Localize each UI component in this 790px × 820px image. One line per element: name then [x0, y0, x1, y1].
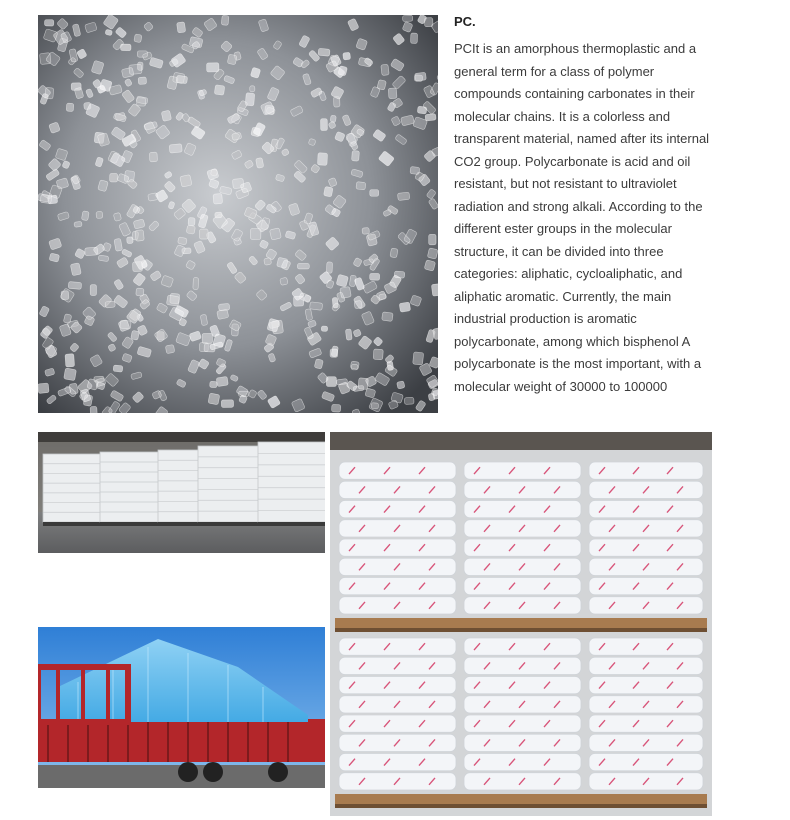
- pellet-shape: [90, 406, 97, 413]
- pellet-shape: [370, 190, 379, 197]
- bag-stack: [460, 462, 585, 632]
- pellet-shape: [340, 286, 352, 298]
- pellet-shape: [218, 303, 229, 310]
- pellet-shape: [96, 211, 103, 218]
- warehouse-image: [38, 432, 325, 553]
- pellet-shape: [431, 284, 438, 297]
- pellet-shape: [394, 271, 405, 278]
- pellet-shape: [318, 48, 330, 56]
- pellet-shape: [129, 64, 142, 74]
- pellet-shape: [280, 277, 288, 285]
- pellet-shape: [276, 257, 288, 268]
- pellet-shape: [215, 212, 222, 218]
- pellet-shape: [202, 333, 212, 343]
- pellet-shape: [404, 397, 414, 404]
- pellet-shape: [354, 300, 362, 308]
- warehouse-stack: [100, 452, 160, 526]
- pellet-shape: [136, 288, 144, 296]
- pellet-shape: [131, 330, 140, 340]
- pellet-shape: [413, 352, 424, 365]
- pellet-shape: [336, 379, 347, 385]
- pellet-shape: [221, 15, 229, 25]
- warehouse-stack: [198, 446, 268, 526]
- pellet-shape: [200, 229, 209, 239]
- pellet-shape: [326, 262, 332, 273]
- pellet-shape: [166, 295, 179, 306]
- pellet-shape: [213, 194, 223, 205]
- pellet-shape: [297, 263, 309, 268]
- pellet-shape: [429, 234, 436, 245]
- pellet-shape: [134, 34, 142, 43]
- pellet-shape: [113, 365, 123, 372]
- pellet-shape: [137, 51, 147, 57]
- pellet-shape: [135, 230, 144, 242]
- pellet-shape: [332, 404, 341, 412]
- pellet-shape: [324, 186, 334, 197]
- pellet-shape: [310, 302, 323, 311]
- warehouse-illustration: [38, 432, 325, 553]
- pellet-shape: [127, 237, 134, 244]
- pellet-shape: [186, 225, 195, 234]
- pellet-shape: [70, 263, 81, 276]
- pellet-shape: [227, 54, 237, 65]
- bag-stack: [460, 638, 585, 808]
- pellet-shape: [105, 301, 115, 308]
- pellet-shape: [161, 110, 171, 121]
- pellet-shape: [40, 195, 51, 204]
- pellet-shape: [410, 167, 420, 175]
- pellet-shape: [210, 381, 217, 387]
- pellet-shape: [390, 248, 398, 258]
- pellet-shape: [370, 273, 380, 280]
- pellet-shape: [165, 345, 174, 354]
- pellet-shape: [169, 144, 182, 153]
- pellet-shape: [352, 151, 360, 162]
- truck-illustration: [38, 627, 325, 788]
- pellet-shape: [121, 44, 132, 51]
- pellet-shape: [177, 22, 186, 33]
- pellet-shape: [343, 52, 351, 60]
- pellet-shape: [193, 277, 199, 289]
- bag-stack: [335, 462, 460, 632]
- pellet-shape: [317, 153, 327, 166]
- pellet-shape: [345, 329, 352, 340]
- pellet-shape: [110, 173, 118, 182]
- pellet-shape: [388, 88, 397, 99]
- pellet-shape: [250, 229, 261, 240]
- bag-stacks-illustration: [330, 432, 712, 816]
- product-description: PCIt is an amorphous thermoplastic and a general term for a class of polymer compounds containing carbonates in their molecular chains. It is a colorless and transparent material, named after its internal CO2 group. Polycarbonate is acid and oil resistant, but not resistant to ultraviolet radiation and strong alkali. According to the different ester groups in the molecular structure, it can be divided into three categories: aliphatic, cycloaliphatic, and aliphatic aromatic. Currently, the main industrial production is aromatic polycarbonate, among which bisphenol A polycarbonate is the most important, with a molecular weight of 30000 to 100000: [454, 41, 710, 394]
- pellet-shape: [38, 383, 49, 394]
- pellet-shape: [381, 64, 389, 75]
- pellet-shape: [188, 218, 195, 226]
- pellet-shape: [65, 354, 75, 367]
- pellet-shape: [269, 228, 281, 240]
- pellet-shape: [397, 381, 405, 389]
- pellet-shape: [180, 175, 192, 188]
- pellet-shape: [216, 376, 228, 386]
- pellet-shape: [149, 152, 157, 162]
- pellet-shape: [94, 376, 104, 382]
- pellet-shape: [382, 312, 394, 322]
- pellet-shape: [68, 281, 81, 289]
- pellet-shape: [397, 192, 409, 201]
- pellet-shape: [362, 228, 369, 235]
- pellet-shape: [356, 182, 366, 190]
- pellet-shape: [64, 368, 77, 381]
- pellet-shape: [330, 115, 336, 122]
- pellet-shape: [425, 114, 436, 121]
- pellets-image: [38, 15, 438, 413]
- pellet-shape: [138, 77, 147, 85]
- pellet-shape: [66, 103, 74, 112]
- pellet-shape: [208, 393, 220, 405]
- warehouse-stack: [258, 442, 325, 526]
- pellet-shape: [250, 86, 255, 92]
- pellet-shape: [207, 63, 219, 72]
- pellet-shape: [320, 119, 327, 131]
- pellet-shape: [178, 237, 188, 245]
- pellet-shape: [221, 400, 233, 408]
- pellet-shape: [44, 20, 53, 26]
- bag-stack: [585, 462, 707, 632]
- pellet-shape: [427, 248, 438, 259]
- pellet-shape: [217, 309, 229, 319]
- pellets-illustration: [38, 15, 438, 413]
- pellet-shape: [403, 15, 413, 21]
- bag-stack: [585, 638, 707, 808]
- pellet-shape: [424, 260, 435, 271]
- pellet-shape: [137, 98, 146, 107]
- bag-stack: [335, 638, 460, 808]
- pellet-shape: [214, 85, 225, 96]
- pellet-shape: [321, 326, 327, 331]
- pellet-shape: [411, 33, 418, 44]
- pellet-shape: [373, 349, 383, 360]
- pellet-shape: [81, 211, 89, 221]
- warehouse-stack: [43, 454, 101, 526]
- pellet-shape: [399, 302, 410, 312]
- pellet-shape: [264, 258, 272, 266]
- pellet-shape: [90, 285, 96, 296]
- pellet-shape: [351, 365, 358, 370]
- pellet-shape: [415, 72, 427, 81]
- bag-stacks-image: [330, 432, 712, 816]
- pellet-shape: [74, 221, 82, 227]
- truck-image: [38, 627, 325, 788]
- pellet-shape: [176, 75, 188, 84]
- product-title: PC.: [454, 14, 476, 29]
- product-description-block: [454, 14, 716, 398]
